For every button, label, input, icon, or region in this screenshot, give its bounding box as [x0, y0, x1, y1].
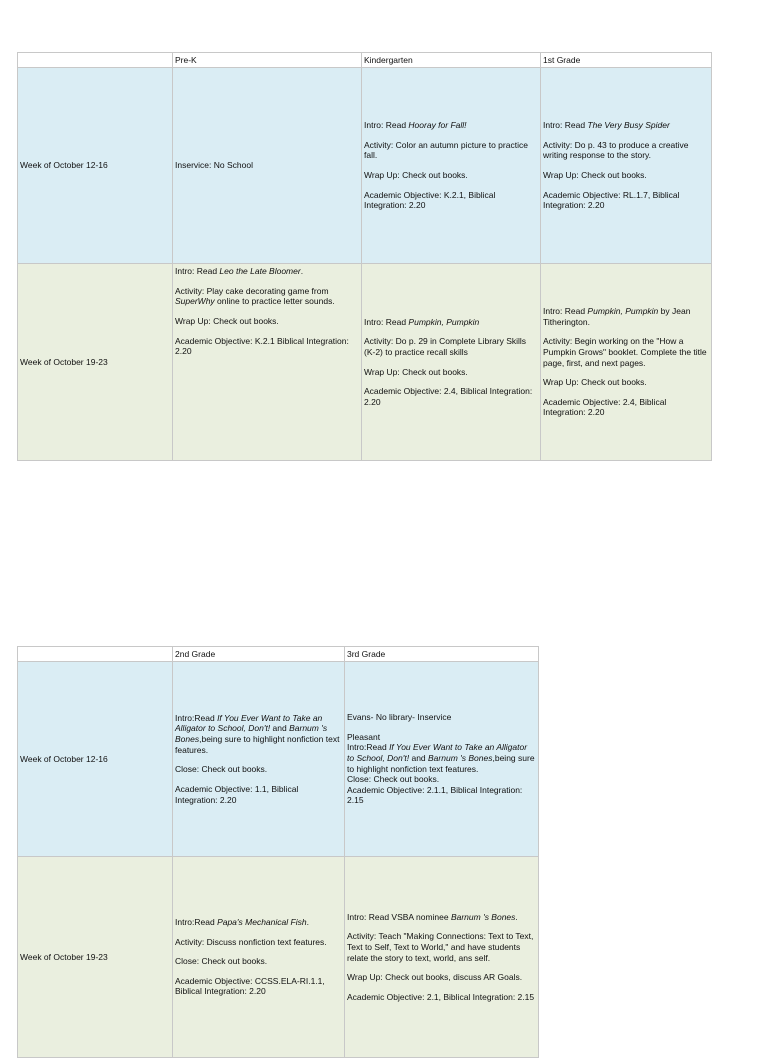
- activity-line: Activity: Color an autumn picture to practice fall.: [364, 139, 528, 161]
- activity-line: Activity: Play cake decorating game from SuperWhy online to practice letter sounds.: [175, 285, 335, 307]
- header-cell-1st-grade: 1st Grade: [541, 53, 712, 68]
- objective-line: Academic Objective: 2.1, Biblical Integration: 2.15: [347, 991, 535, 1002]
- objective-line: Academic Objective: 2.4, Biblical Integration: 2.20: [543, 396, 667, 418]
- intro-line: Intro:Read If You Ever Want to Take an Alligator to School, Don't! and Barnum 's Bones,being sure to highlight nonfiction text features.: [347, 742, 535, 774]
- 3rd-grade-cell: [345, 857, 539, 1058]
- table-row: [18, 662, 539, 857]
- week-label: Week of October 19-23: [18, 264, 173, 461]
- objective-line: Academic Objective: K.2.1 Biblical Integration: 2.20: [175, 335, 349, 357]
- wrap-up-line: Wrap Up: Check out books, discuss AR Goals.: [347, 972, 523, 983]
- activity-line: Activity: Do p. 29 in Complete Library Skills (K-2) to practice recall skills: [364, 336, 527, 357]
- intro-line: Intro:Read If You Ever Want to Take an Alligator to School, Don't! and Barnum 's Bones,being sure to highlight nonfiction text features.: [175, 712, 340, 755]
- close-line: Close: Check out books.: [175, 764, 268, 775]
- header-cell-2nd-grade: 2nd Grade: [173, 647, 345, 662]
- prek-cell: Inservice: No School: [173, 68, 362, 264]
- book-title: Barnum 's Bones: [450, 911, 516, 922]
- header-cell-prek: Pre-K: [173, 53, 362, 68]
- 2nd-grade-cell: [173, 857, 345, 1058]
- 3rd-grade-cell: [345, 662, 539, 857]
- book-title: If You Ever Want to Take an Alligator to School, Don't!: [347, 742, 528, 763]
- objective-line: Academic Objective: K.2.1, Biblical Integration: 2.20: [364, 189, 496, 211]
- intro-line: Intro: Read Hooray for Fall!: [364, 120, 467, 131]
- intro-line: Intro: Read Pumpkin, Pumpkin by Jean Titherington.: [543, 306, 691, 327]
- wrap-up-line: Wrap Up: Check out books.: [364, 366, 468, 377]
- intro-line: Intro: Read The Very Busy Spider: [543, 120, 670, 131]
- book-title: Pumpkin, Pumpkin: [408, 316, 480, 327]
- prek-cell: [173, 264, 362, 461]
- intro-line: Intro: Read VSBA nominee Barnum 's Bones.: [347, 911, 518, 922]
- intro-line: Intro: Read Leo the Late Bloomer.: [175, 266, 304, 276]
- book-title: Barnum 's Bones: [175, 723, 328, 745]
- header-cell-empty: [18, 647, 173, 662]
- activity-line: Activity: Discuss nonfiction text features.: [175, 936, 327, 947]
- book-title: The Very Busy Spider: [587, 120, 670, 131]
- table-row: [18, 264, 712, 461]
- table-row: [18, 857, 539, 1058]
- kindergarten-cell: [362, 68, 541, 264]
- intro-line: Intro:Read Papa's Mechanical Fish.: [175, 916, 309, 927]
- activity-line: Activity: Do p. 43 to produce a creative writing response to the story.: [543, 139, 689, 161]
- activity-line: Activity: Teach "Making Connections: Text to Text, Text to Self, Text to World," and have students relate the story to text, world, ans self.: [347, 931, 534, 963]
- activity-line: Activity: Begin working on the "How a Pumpkin Grows" booklet. Complete the title page, first, and next pages.: [543, 336, 707, 368]
- wrap-up-line: Wrap Up: Check out books.: [364, 170, 468, 180]
- book-title: Papa's Mechanical Fish: [217, 916, 307, 927]
- wrap-up-line: Wrap Up: Check out books.: [175, 315, 279, 326]
- intro-line: Intro: Read Pumpkin, Pumpkin: [364, 316, 480, 327]
- pleasant-line: Pleasant: [347, 731, 381, 742]
- objective-line: Academic Objective: RL.1.7, Biblical Integration: 2.20: [543, 189, 680, 211]
- week-label: Week of October 12-16: [18, 68, 173, 264]
- wrap-up-line: Wrap Up: Check out books.: [543, 170, 647, 180]
- header-cell-kindergarten: Kindergarten: [362, 53, 541, 68]
- kindergarten-cell: [362, 264, 541, 461]
- 1st-grade-cell: [541, 68, 712, 264]
- close-line: Close: Check out books.: [347, 774, 440, 785]
- header-row: [18, 53, 712, 68]
- schedule-table-1: [17, 52, 712, 461]
- wrap-up-line: Wrap Up: Check out books.: [543, 377, 647, 388]
- website-name: SuperWhy: [175, 296, 215, 307]
- header-cell-empty: [18, 53, 173, 68]
- book-title: Hooray for Fall!: [408, 120, 467, 131]
- 1st-grade-cell: [541, 264, 712, 461]
- header-cell-3rd-grade: 3rd Grade: [345, 647, 539, 662]
- book-title: Leo the Late Bloomer: [219, 266, 301, 276]
- book-title: If You Ever Want to Take an Alligator to School, Don't!: [175, 712, 323, 734]
- schedule-table-2: [17, 646, 539, 1058]
- objective-line: Academic Objective: 2.4, Biblical Integration: 2.20: [364, 386, 533, 407]
- objective-line: Academic Objective: 2.1.1, Biblical Integration: 2.15: [347, 784, 523, 806]
- evans-line: Evans- No library- Inservice: [347, 712, 452, 722]
- objective-line: Academic Objective: CCSS.ELA-RI.1.1, Biblical Integration: 2.20: [175, 975, 325, 997]
- week-label: Week of October 12-16: [18, 662, 173, 857]
- 2nd-grade-cell: [173, 662, 345, 857]
- book-title: Pumpkin, Pumpkin: [587, 306, 659, 316]
- header-row: [18, 647, 539, 662]
- table-row: [18, 68, 712, 264]
- close-line: Close: Check out books.: [175, 956, 268, 967]
- objective-line: Academic Objective: 1.1, Biblical Integration: 2.20: [175, 783, 299, 805]
- book-title: Barnum 's Bones: [428, 752, 493, 763]
- week-label: Week of October 19-23: [18, 857, 173, 1058]
